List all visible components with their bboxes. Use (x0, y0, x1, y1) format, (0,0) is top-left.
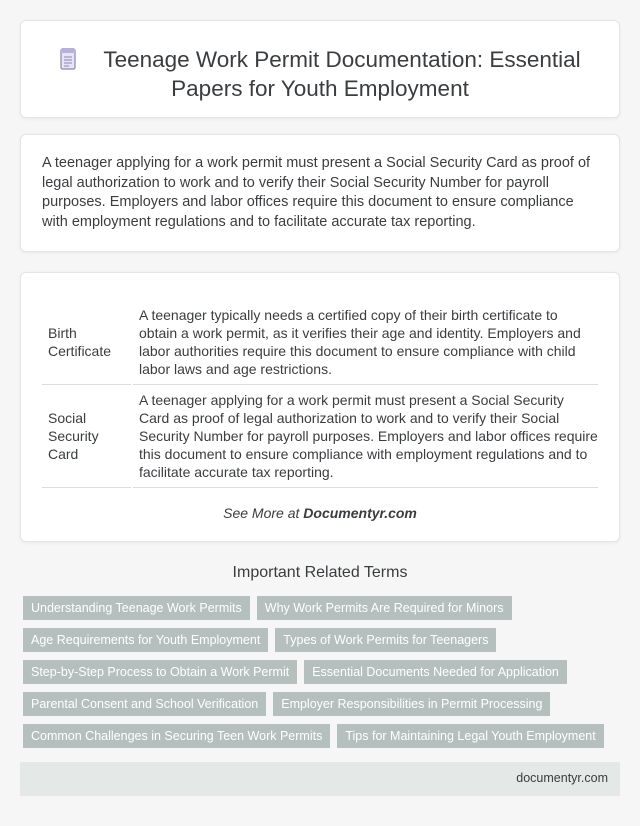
related-term-tag[interactable]: Employer Responsibilities in Permit Processing (273, 692, 550, 716)
page-title (41, 45, 599, 103)
table-row (42, 385, 598, 488)
document-name: Social Security Card (42, 385, 132, 488)
footer-site-link[interactable]: documentyr.com (516, 771, 608, 785)
related-term-tag[interactable]: Understanding Teenage Work Permits (23, 596, 250, 620)
page-title-text: Teenage Work Permit Documentation: Essential Papers for Youth Employment (103, 47, 581, 101)
related-term-tag[interactable]: Common Challenges in Securing Teen Work Permits (23, 724, 330, 748)
summary-card (20, 134, 620, 252)
related-terms-title: Important Related Terms (232, 564, 408, 581)
summary-text: A teenager applying for a work permit must present a Social Security Card as proof of legal authorization to work and to verify their Social Security Number for payroll purposes. Employers and labor offices require this document to ensure compliance with employment regulations and to facilitate accurate tax reporting. (42, 155, 591, 230)
related-terms-list (23, 596, 613, 748)
related-term-tag[interactable]: Why Work Permits Are Required for Minors (257, 596, 512, 620)
related-term-tag[interactable]: Age Requirements for Youth Employment (23, 628, 268, 652)
related-term-tag[interactable]: Step-by-Step Process to Obtain a Work Permit (23, 660, 297, 684)
header-card (20, 20, 620, 118)
footer (20, 762, 620, 796)
document-name: Birth Certificate (42, 300, 132, 385)
documents-table (42, 300, 598, 488)
see-more-site[interactable]: Documentyr.com (303, 505, 417, 521)
related-term-tag[interactable]: Parental Consent and School Verification (23, 692, 266, 716)
see-more-prefix: See More at (223, 505, 304, 521)
related-term-tag[interactable]: Tips for Maintaining Legal Youth Employment (337, 724, 603, 748)
related-term-tag[interactable]: Types of Work Permits for Teenagers (275, 628, 496, 652)
document-description: A teenager applying for a work permit must present a Social Security Card as proof of legal authorization to work and to verify their Social Security Number for payroll purposes. Employers and labor offices require this document to ensure compliance with employment regulations and to facilitate accurate tax reporting. (132, 385, 598, 488)
documents-card (20, 272, 620, 542)
table-row (42, 300, 598, 385)
see-more-link[interactable] (21, 505, 619, 521)
document-icon (59, 48, 77, 70)
document-description: A teenager typically needs a certified copy of their birth certificate to obtain a work permit, as it verifies their age and identity. Employers and labor authorities require this document to ensure compliance with child labor laws and age restrictions. (132, 300, 598, 385)
related-term-tag[interactable]: Essential Documents Needed for Application (304, 660, 567, 684)
